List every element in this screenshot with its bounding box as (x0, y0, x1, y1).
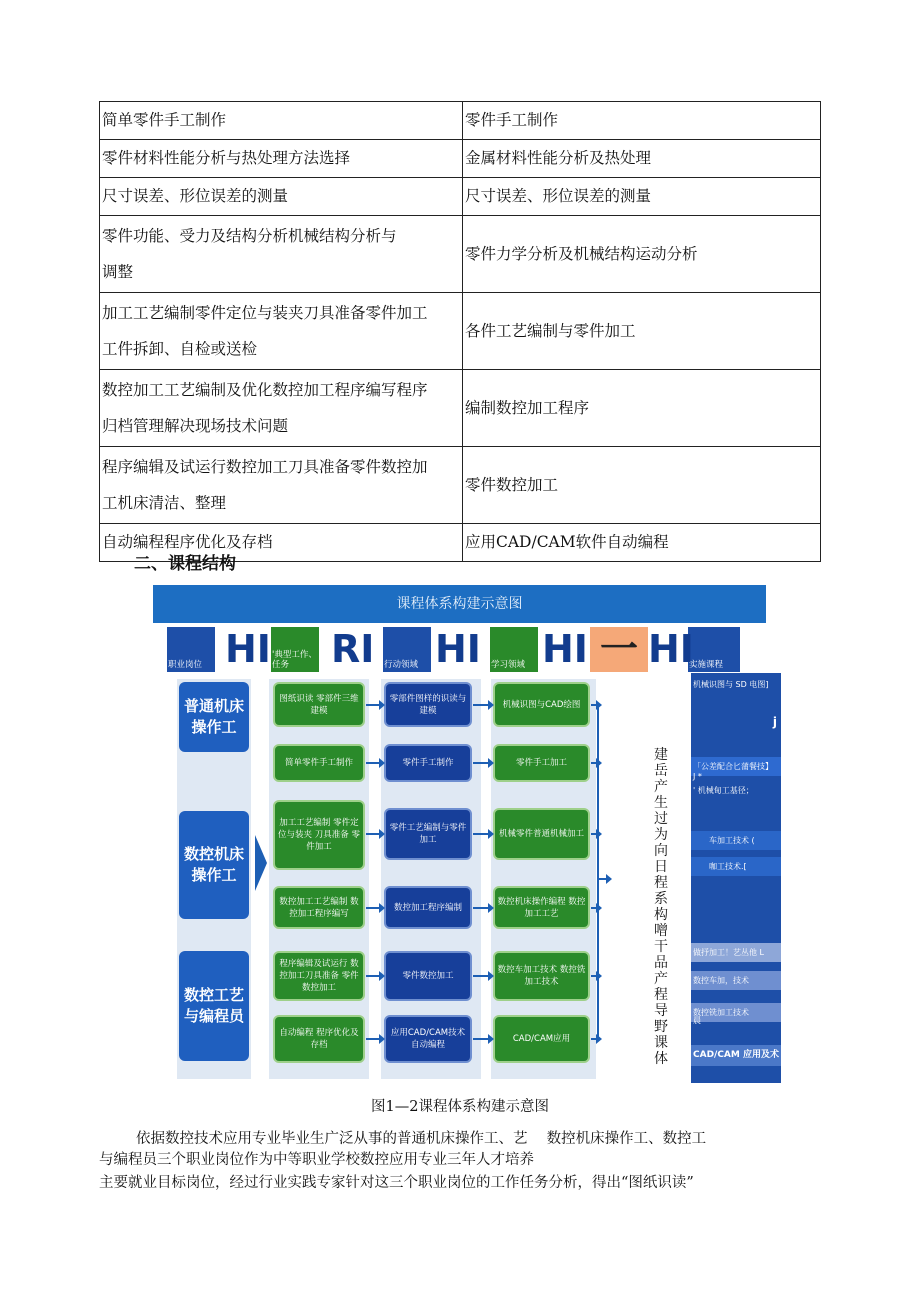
action-box: 应用CAD/CAM技术自动编程 (384, 1015, 472, 1063)
header-glyph: HI (225, 627, 271, 671)
header-label: 职业岗位 (167, 627, 215, 672)
table-row (100, 216, 821, 293)
task-course-table (99, 101, 821, 562)
merge-arrow (599, 878, 607, 880)
task-cell (100, 370, 463, 447)
header-label: 行动领域 (383, 627, 431, 672)
body-paragraph-line-2: 与编程员三个职业岗位作为中等职业学校数控应用专业三年人才培养 (99, 1152, 534, 1168)
role-box: 数控机床操作工 (179, 811, 249, 919)
learning-box: 数控车加工技术 数控铣加工技术 (493, 951, 590, 1001)
course-list-item: 数控车加，技术 (691, 971, 781, 990)
header-label: 实施课程 (688, 627, 740, 672)
course-structure-diagram (153, 585, 783, 1085)
diagram-header-cell (167, 627, 271, 672)
task-cell-line: 加工工艺编制零件定位与装夹刀具准备零件加工 (102, 304, 428, 322)
section-title: 二、课程结构 (134, 554, 236, 574)
task-cell (100, 178, 463, 216)
task-cell-line: 工件拆卸、自检或送检 (102, 340, 258, 358)
flow-arrow (473, 975, 489, 977)
flow-arrow (366, 975, 380, 977)
course-cell: 零件手工制作 (463, 102, 821, 140)
table-row (100, 293, 821, 370)
header-glyph: RI (331, 627, 375, 671)
task-box: 加工工艺编制 零件定位与装夹 刀具准备 零件加工 (273, 800, 365, 870)
role-box: 数控工艺与编程员 (179, 951, 249, 1061)
roles-chevron-icon (255, 835, 267, 891)
flow-arrow (366, 1038, 380, 1040)
diagram-header-cell (271, 627, 381, 672)
course-list-panel (691, 673, 781, 1083)
learning-box: 机械零件普通机械加工 (493, 808, 590, 860)
body-paragraph-line-1: 依据数控技术应用专业毕业生广泛从事的普通机床操作工、艺 数控机床操作工、数控工 (136, 1131, 707, 1147)
course-cell: 尺寸误差、形位误差的测量 (463, 178, 821, 216)
header-label: '典型工作、任务 (271, 627, 319, 672)
task-cell (100, 447, 463, 524)
action-box: 数控加工程序编制 (384, 886, 472, 929)
diagram-header-cell (590, 627, 648, 672)
course-list-item: 晨 (693, 1016, 701, 1025)
task-cell (100, 140, 463, 178)
task-box: 数控加工工艺编制 数控加工程序编写 (273, 886, 365, 929)
task-cell-line: 零件材料性能分析与热处理方法选择 (102, 149, 351, 167)
diagram-banner: 课程体系构建示意图 (153, 585, 766, 623)
table-row (100, 140, 821, 178)
learning-box: CAD/CAM应用 (493, 1015, 590, 1063)
merge-line (597, 705, 599, 1040)
diagram-header-cell (383, 627, 493, 672)
task-cell-line: 归档管理解决现场技术问题 (102, 417, 289, 435)
course-list-item: CAD/CAM 应用及术 (691, 1045, 781, 1066)
header-glyph: 一 (590, 627, 648, 672)
task-cell-line: 调整 (102, 263, 134, 281)
diagram-header-cell (648, 627, 743, 672)
course-cell: 应用CAD/CAM软件自动编程 (463, 524, 821, 562)
task-cell-line: 数控加工工艺编制及优化数控加工程序编写程序 (102, 381, 428, 399)
action-box: 零件手工制作 (384, 744, 472, 782)
course-cell: 金属材料性能分析及热处理 (463, 140, 821, 178)
flow-arrow (473, 762, 489, 764)
flow-arrow (366, 762, 380, 764)
task-box: 简单零件手工制作 (273, 744, 365, 782)
task-box: 图纸识读 零部件三维建模 (273, 682, 365, 727)
action-box: 零件工艺编制与零件加工 (384, 808, 472, 860)
header-glyph: HI (435, 627, 481, 671)
table-row (100, 370, 821, 447)
diagram-header-cell (490, 627, 590, 672)
course-list-item: 咖工技术.[ (691, 857, 781, 876)
learning-box: 零件手工加工 (493, 744, 590, 782)
task-box: 自动编程 程序优化及存档 (273, 1015, 365, 1063)
table-row (100, 178, 821, 216)
course-cell: 各件工艺编制与零件加工 (463, 293, 821, 370)
course-list-item: 「公差配合匕蒲餐技】 (691, 757, 781, 776)
course-list-item: j (772, 715, 777, 729)
task-cell (100, 102, 463, 140)
flow-arrow (473, 833, 489, 835)
action-box: 零件数控加工 (384, 951, 472, 1001)
course-list-item: J * (693, 772, 702, 781)
figure-caption: 图1—2课程体系构建示意图 (371, 1099, 549, 1115)
header-glyph: HI (542, 627, 588, 671)
task-cell-line: 自动编程程序优化及存档 (102, 533, 273, 551)
task-cell-line: 零件功能、受力及结构分析机械结构分析与 (102, 227, 397, 245)
course-list-item: 车加工技术 ( (691, 831, 781, 850)
header-label: 学习领域 (490, 627, 538, 672)
vertical-note: 建岳产生过为向日程系构噌干品产程导野课体 (654, 747, 668, 1067)
course-list-item: 机械识图与 SD 电图] (693, 680, 769, 689)
task-cell-line: 尺寸误差、形位误差的测量 (102, 187, 289, 205)
table-row (100, 102, 821, 140)
flow-arrow (366, 704, 380, 706)
task-box: 程序编辑及试运行 数控加工刀具准备 零件数控加工 (273, 951, 365, 1001)
action-box: 零部件图样的识读与建模 (384, 682, 472, 727)
table-row (100, 447, 821, 524)
task-cell (100, 216, 463, 293)
header-glyph: HI (648, 627, 694, 671)
course-list-item: ' 机械甸工基径； (693, 786, 754, 795)
flow-arrow (473, 1038, 489, 1040)
learning-box: 数控机床操作编程 数控加工工艺 (493, 886, 590, 929)
course-cell: 零件数控加工 (463, 447, 821, 524)
learning-box: 机械识图与CAD绘图 (493, 682, 590, 727)
task-cell-line: 工机床清洁、整理 (102, 494, 227, 512)
course-cell: 零件力学分析及机械结构运动分析 (463, 216, 821, 293)
role-box: 普通机床操作工 (179, 682, 249, 752)
flow-arrow (366, 833, 380, 835)
task-cell-line: 简单零件手工制作 (102, 111, 227, 129)
flow-arrow (366, 907, 380, 909)
flow-arrow (473, 907, 489, 909)
body-paragraph-line-3: 主要就业目标岗位，经过行业实践专家针对这三个职业岗位的工作任务分析，得出“图纸识读” (99, 1175, 694, 1191)
task-cell (100, 293, 463, 370)
course-list-item: 做抒加工！艺丛他 L (691, 943, 781, 962)
task-cell-line: 程序编辑及试运行数控加工刀具准备零件数控加 (102, 458, 428, 476)
flow-arrow (473, 704, 489, 706)
course-list-item: 数控铣加工技术 (691, 1003, 781, 1022)
course-cell: 编制数控加工程序 (463, 370, 821, 447)
